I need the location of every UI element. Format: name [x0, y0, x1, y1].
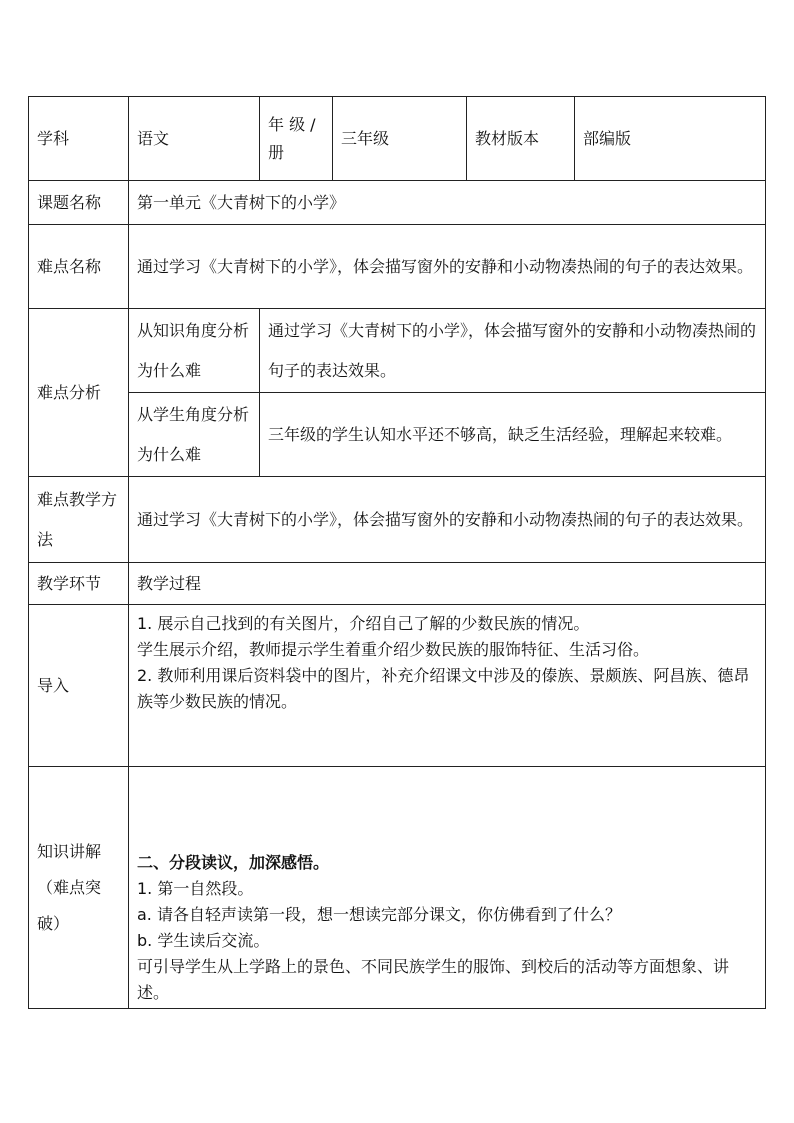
analysis-student-text: 三年级的学生认知水平还不够高，缺乏生活经验，理解起来较难。: [268, 424, 733, 444]
subject-value: 语文: [129, 97, 260, 181]
analysis-student-row: [29, 393, 766, 477]
process-header-row: [29, 563, 766, 605]
analysis-knowledge-label: [129, 309, 260, 393]
knowledge-label-sub: （难点突破）: [37, 877, 102, 933]
knowledge-label: 知识讲解: [37, 841, 102, 861]
edition-value: 部编版: [575, 97, 766, 181]
analysis-label: 难点分析: [29, 309, 129, 477]
knowledge-content: [129, 767, 766, 1009]
analysis-knowledge-text: 通过学习《大青树下的小学》，体会描写窗外的安静和小动物凑热闹的句子的表达效果。: [268, 320, 757, 380]
analysis-student-value: [260, 393, 766, 477]
grade-label-line2: 册: [268, 142, 285, 162]
method-label-text: 难点教学方法: [37, 489, 118, 549]
analysis-knowledge-value: [260, 309, 766, 393]
lesson-plan-sheet: [28, 96, 765, 1009]
lesson-plan-table: [28, 96, 766, 1009]
grade-value: 三年级: [333, 97, 467, 181]
topic-label: 课题名称: [29, 181, 129, 225]
topic-row: [29, 181, 766, 225]
knowledge-line-4: 可引导学生从上学路上的景色、不同民族学生的服饰、到校后的活动等方面想象、讲述。: [137, 957, 730, 1002]
method-label: [29, 477, 129, 563]
analysis-student-label-text: 从学生角度分析为什么难: [137, 404, 250, 464]
process-label: 教学环节: [29, 563, 129, 605]
process-value: 教学过程: [129, 563, 766, 605]
grade-label-line1: 年 级 /: [268, 114, 316, 134]
intro-line-3: 2. 教师利用课后资料袋中的图片，补充介绍课文中涉及的傣族、景颇族、阿昌族、德昂族等少数民族的情况。: [137, 666, 750, 711]
method-text: 通过学习《大青树下的小学》，体会描写窗外的安静和小动物凑热闹的句子的表达效果。: [137, 509, 754, 529]
analysis-knowledge-row: [29, 309, 766, 393]
difficulty-label: 难点名称: [29, 225, 129, 309]
intro-line-2: 学生展示介绍，教师提示学生着重介绍少数民族的服饰特征、生活习俗。: [137, 640, 650, 659]
analysis-knowledge-label-text: 从知识角度分析为什么难: [137, 320, 250, 380]
analysis-student-label: [129, 393, 260, 477]
difficulty-text: 通过学习《大青树下的小学》，体会描写窗外的安静和小动物凑热闹的句子的表达效果。: [137, 256, 754, 276]
difficulty-value: [129, 225, 766, 309]
knowledge-label-cell: [29, 767, 129, 1009]
topic-value: 第一单元《大青树下的小学》: [129, 181, 766, 225]
knowledge-line-1: 1. 第一自然段。: [137, 879, 254, 898]
intro-label: 导入: [29, 605, 129, 767]
header-row: [29, 97, 766, 181]
knowledge-heading: 二、分段读议，加深感悟。: [137, 853, 330, 872]
knowledge-line-2: a. 请各自轻声读第一段，想一想读完部分课文，你仿佛看到了什么？: [137, 905, 621, 924]
grade-label: [260, 97, 333, 181]
intro-content: [129, 605, 766, 767]
intro-row: [29, 605, 766, 767]
edition-label: 教材版本: [467, 97, 575, 181]
subject-label: 学科: [29, 97, 129, 181]
difficulty-row: [29, 225, 766, 309]
intro-line-1: 1. 展示自己找到的有关图片，介绍自己了解的少数民族的情况。: [137, 614, 590, 633]
knowledge-line-3: b. 学生读后交流。: [137, 931, 270, 950]
method-row: [29, 477, 766, 563]
method-value: [129, 477, 766, 563]
knowledge-row: [29, 767, 766, 1009]
